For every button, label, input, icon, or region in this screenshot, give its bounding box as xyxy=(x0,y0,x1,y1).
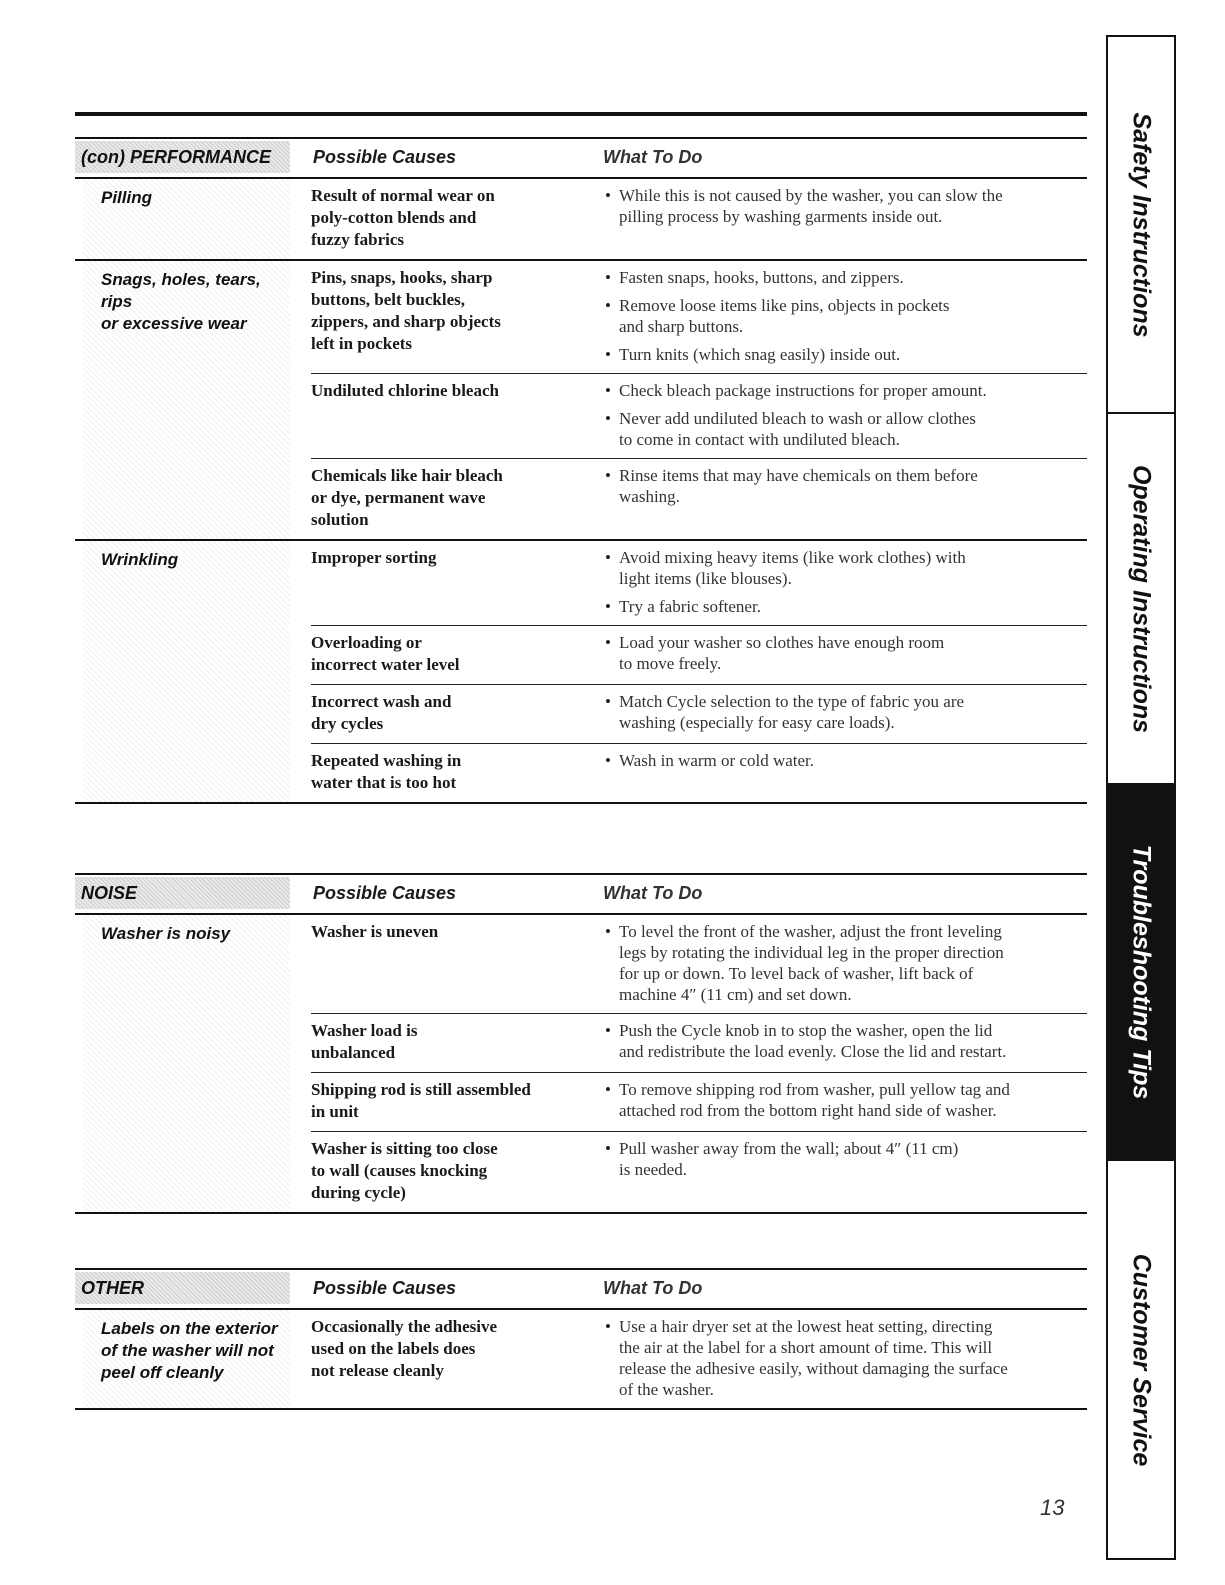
what-to-do xyxy=(601,185,1087,251)
bullet-item: • While this is not caused by the washer, you can slow the pilling process by washing garments inside out. xyxy=(601,185,1087,227)
section-label: (con) PERFORMANCE xyxy=(75,141,290,173)
bullet-item: • Fasten snaps, hooks, buttons, and zippers. xyxy=(601,267,1087,288)
possible-cause: Washer is sitting too close to wall (causes knocking during cycle) xyxy=(311,1139,498,1202)
bullet-item: • Turn knits (which snag easily) inside out. xyxy=(601,344,1087,365)
tab-safety-instructions[interactable] xyxy=(1108,37,1174,414)
section-header xyxy=(75,137,1087,179)
problem-group xyxy=(75,541,1087,804)
table-row xyxy=(311,459,1087,539)
section-header xyxy=(75,873,1087,915)
problem-label xyxy=(83,1310,290,1408)
causes-table xyxy=(311,915,1087,1212)
causes-table xyxy=(311,541,1087,802)
possible-cause: Overloading or incorrect water level xyxy=(311,633,460,674)
table-row xyxy=(311,179,1087,259)
bullet-item: • Wash in warm or cold water. xyxy=(601,750,1087,771)
what-to-do xyxy=(601,547,1087,617)
tab-label: Customer Service xyxy=(1127,1253,1156,1466)
possible-cause: Result of normal wear on poly-cotton blends and fuzzy fabrics xyxy=(311,186,495,249)
causes-table xyxy=(311,179,1087,259)
possible-cause: Undiluted chlorine bleach xyxy=(311,381,499,400)
table-row xyxy=(311,261,1087,374)
problem-group xyxy=(75,1310,1087,1410)
bullet-item: • Push the Cycle knob in to stop the washer, open the lid and redistribute the load evenly. Close the lid and restart. xyxy=(601,1020,1087,1062)
bullet-item: • Check bleach package instructions for proper amount. xyxy=(601,380,1087,401)
table-row xyxy=(311,1310,1087,1408)
bullet-item: • Never add undiluted bleach to wash or allow clothes to come in contact with undiluted bleach. xyxy=(601,408,1087,450)
what-to-do xyxy=(601,267,1087,365)
causes-table xyxy=(311,1310,1087,1408)
problem-group xyxy=(75,261,1087,541)
possible-cause: Repeated washing in water that is too hot xyxy=(311,751,462,792)
what-to-do-header: What To Do xyxy=(603,1278,703,1298)
possible-causes-header: Possible Causes xyxy=(313,147,457,167)
bullet-item: • Try a fabric softener. xyxy=(601,596,1087,617)
possible-cause: Shipping rod is still assembled in unit xyxy=(311,1080,531,1121)
bullet-item: • Match Cycle selection to the type of fabric you are washing (especially for easy care loads). xyxy=(601,691,1087,733)
table-row xyxy=(311,374,1087,459)
table-row xyxy=(311,685,1087,744)
what-to-do-header: What To Do xyxy=(603,147,703,167)
tab-operating-instructions[interactable] xyxy=(1108,414,1174,785)
what-to-do xyxy=(601,632,1087,676)
what-to-do xyxy=(601,1020,1087,1064)
problem-label xyxy=(83,915,290,1212)
problem-label xyxy=(83,541,290,802)
what-to-do xyxy=(601,691,1087,735)
possible-cause: Washer is uneven xyxy=(311,922,439,941)
problem-label xyxy=(83,179,290,259)
what-to-do xyxy=(601,465,1087,531)
top-rule xyxy=(75,112,1087,116)
table-row xyxy=(311,541,1087,626)
what-to-do xyxy=(601,750,1087,794)
what-to-do xyxy=(601,1138,1087,1204)
table-row xyxy=(311,1132,1087,1212)
possible-causes-header: Possible Causes xyxy=(313,883,457,903)
tab-customer-service[interactable] xyxy=(1108,1161,1174,1558)
what-to-do xyxy=(601,921,1087,1005)
problem-group xyxy=(75,179,1087,261)
section-other xyxy=(75,1268,1087,1410)
causes-table xyxy=(311,261,1087,539)
table-row xyxy=(311,1073,1087,1132)
tab-label: Safety Instructions xyxy=(1127,111,1156,338)
possible-cause: Washer load is unbalanced xyxy=(311,1021,418,1062)
table-row xyxy=(311,744,1087,802)
what-to-do-header: What To Do xyxy=(603,883,703,903)
problem-label-text: Wrinkling xyxy=(101,550,179,569)
possible-cause: Incorrect wash and dry cycles xyxy=(311,692,452,733)
section-performance xyxy=(75,137,1087,804)
bullet-item: • Pull washer away from the wall; about 4″ (11 cm) is needed. xyxy=(601,1138,1087,1180)
section-label: NOISE xyxy=(75,877,290,909)
possible-cause: Improper sorting xyxy=(311,548,437,567)
bullet-item: • Load your washer so clothes have enough room to move freely. xyxy=(601,632,1087,674)
possible-causes-header: Possible Causes xyxy=(313,1278,457,1298)
problem-label xyxy=(83,261,290,539)
problem-label-text: Snags, holes, tears, rips or excessive wear xyxy=(101,270,261,333)
possible-cause: Occasionally the adhesive used on the labels does not release cleanly xyxy=(311,1317,498,1380)
section-header xyxy=(75,1268,1087,1310)
bullet-item: • Remove loose items like pins, objects in pockets and sharp buttons. xyxy=(601,295,1087,337)
possible-cause: Pins, snaps, hooks, sharp buttons, belt buckles, zippers, and sharp objects left in pockets xyxy=(311,268,501,353)
bullet-item: • To level the front of the washer, adjust the front leveling legs by rotating the individual leg in the proper direction for up or down. To level back of washer, lift back of machine 4″ (11 cm) and set down. xyxy=(601,921,1087,1005)
bullet-item: • Rinse items that may have chemicals on them before washing. xyxy=(601,465,1087,507)
tab-troubleshooting-tips[interactable] xyxy=(1108,785,1174,1161)
problem-label-text: Washer is noisy xyxy=(101,924,231,943)
table-row xyxy=(311,915,1087,1014)
what-to-do xyxy=(601,1079,1087,1123)
bullet-item: • To remove shipping rod from washer, pull yellow tag and attached rod from the bottom right hand side of washer. xyxy=(601,1079,1087,1121)
side-tabs xyxy=(1106,35,1176,1560)
what-to-do xyxy=(601,380,1087,450)
problem-label-text: Labels on the exterior of the washer will not peel off cleanly xyxy=(101,1319,278,1382)
table-row xyxy=(311,626,1087,685)
table-row xyxy=(311,1014,1087,1073)
bullet-item: • Use a hair dryer set at the lowest heat setting, directing the air at the label for a short amount of time. This will release the adhesive easily, without damaging the surface of the washer. xyxy=(601,1316,1087,1400)
section-label: OTHER xyxy=(75,1272,290,1304)
problem-label-text: Pilling xyxy=(101,188,152,207)
tab-label: Operating Instructions xyxy=(1127,464,1156,733)
section-noise xyxy=(75,873,1087,1214)
what-to-do xyxy=(601,1316,1087,1400)
page-number: 13 xyxy=(1040,1495,1065,1520)
tab-label: Troubleshooting Tips xyxy=(1127,844,1156,1100)
bullet-item: • Avoid mixing heavy items (like work clothes) with light items (like blouses). xyxy=(601,547,1087,589)
problem-group xyxy=(75,915,1087,1214)
possible-cause: Chemicals like hair bleach or dye, permanent wave solution xyxy=(311,466,503,529)
